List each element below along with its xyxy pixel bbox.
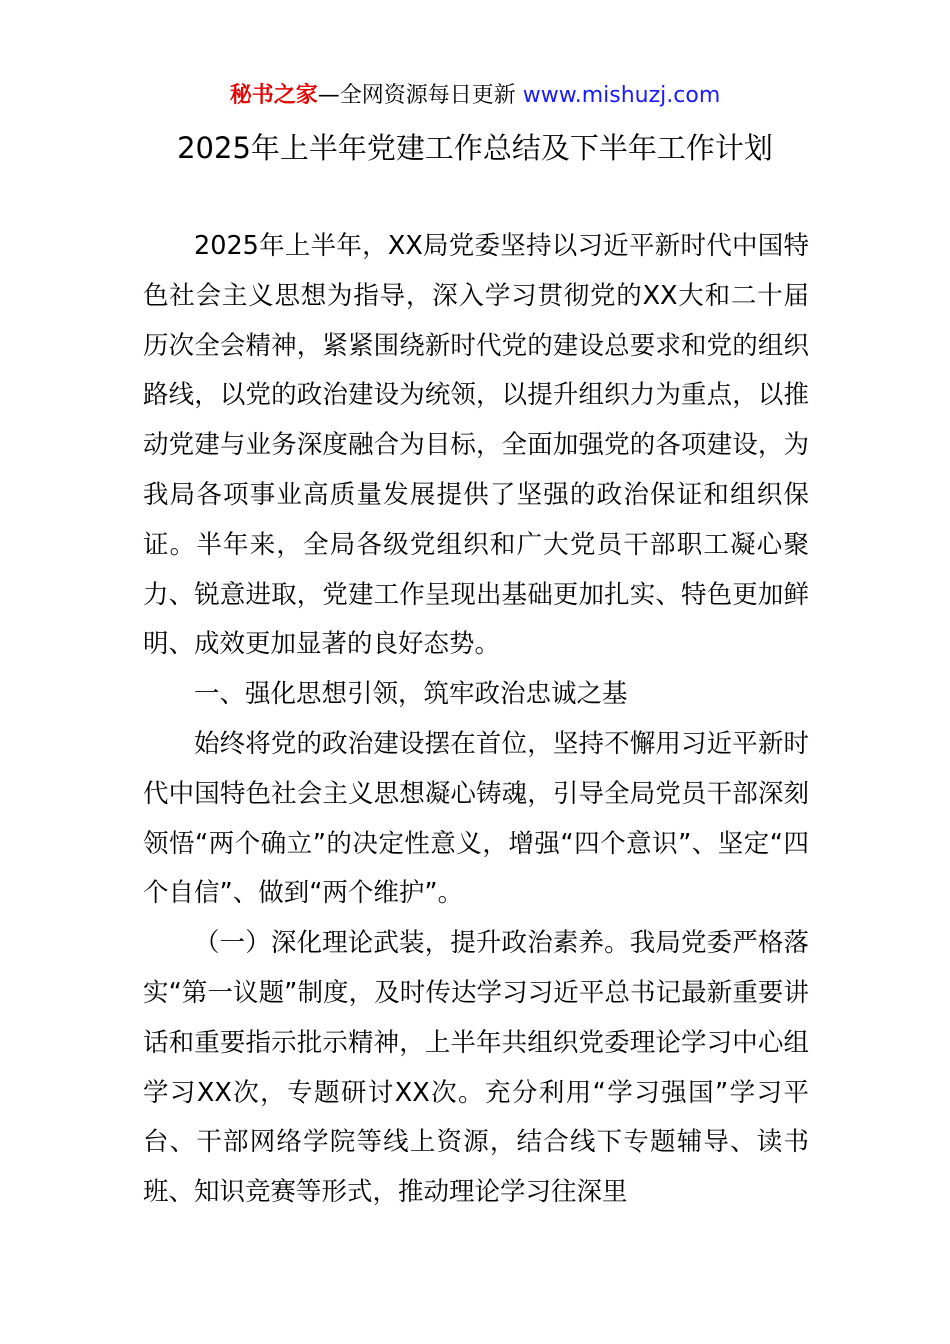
document-body [143,222,809,1218]
subsection-paragraph: （一）深化理论武装，提升政治素养。我局党委严格落实“第一议题”制度，及时传达学习习近平总书记最新重要讲话和重要指示批示精神，上半年共组织党委理论学习中心组学习XX次，专题研讨XX次。充分利用“学习强国”学习平台、干部网络学院等线上资源，结合线下专题辅导、读书班、知识竞赛等形式，推动理论学习往深里 [143,928,809,1208]
section-heading: 一、强化思想引领，筑牢政治忠诚之基 [194,679,628,710]
site-url-link[interactable]: www.mishuzj.com [522,83,721,108]
site-tagline: —全网资源每日更新 [317,83,523,108]
document-title: 2025年上半年党建工作总结及下半年工作计划 [177,131,773,165]
section-paragraph: 始终将党的政治建设摆在首位，坚持不懈用习近平新时代中国特色社会主义思想凝心铸魂，引导全局党员干部深刻领悟“两个确立”的决定性意义，增强“四个意识”、坚定“四个自信”、做到“两个维护”。 [143,728,809,909]
site-brand: 秘书之家 [229,83,318,108]
site-header [0,78,950,114]
intro-paragraph: 2025年上半年，XX局党委坚持以习近平新时代中国特色社会主义思想为指导，深入学习贯彻党的XX大和二十届历次全会精神，紧紧围绕新时代党的建设总要求和党的组织路线，以党的政治建设为统领，以提升组织力为重点，以推动党建与业务深度融合为目标，全面加强党的各项建设，为我局各项事业高质量发展提供了坚强的政治保证和组织保证。半年来，全局各级党组织和广大党员干部职工凝心聚力、锐意进取，党建工作呈现出基础更加扎实、特色更加鲜明、成效更加显著的良好态势。 [143,231,809,660]
